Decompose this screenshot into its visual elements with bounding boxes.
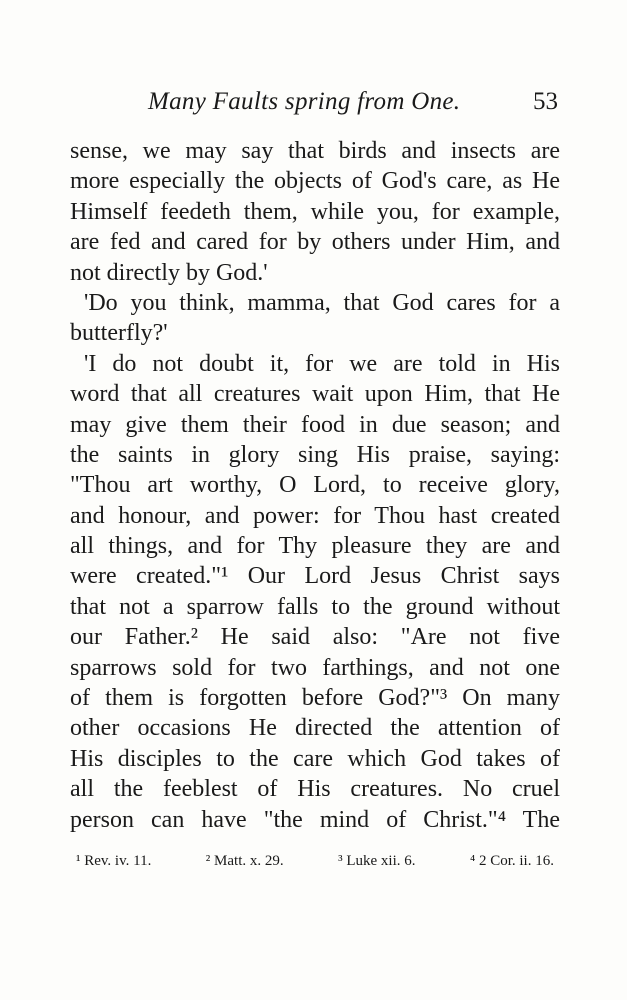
text-line: Himself feedeth them, while you, for example, <box>70 198 560 225</box>
text-line: "Thou art worthy, O Lord, to receive glory, <box>70 472 560 499</box>
text-line: other occasions He directed the attention of <box>70 715 560 742</box>
footnote: ⁴ 2 Cor. ii. 16. <box>469 853 554 869</box>
text-line: of them is forgotten before God?"³ On many <box>70 685 560 712</box>
text-line: are fed and cared for by others under Him, and <box>70 229 560 256</box>
text-line: person can have "the mind of Christ."⁴ The <box>70 806 560 833</box>
text-line: all the feeblest of His creatures. No cruel <box>70 776 560 803</box>
body-text <box>70 136 560 835</box>
text-line: may give them their food in due season; and <box>70 411 560 438</box>
running-title: Many Faults spring from One. <box>148 88 461 115</box>
text-line: more especially the objects of God's care, as He <box>70 168 560 195</box>
text-line: His disciples to the care which God takes of <box>70 745 560 772</box>
text-line: not directly by God.' <box>70 259 268 286</box>
text-line: word that all creatures wait upon Him, that He <box>70 381 560 408</box>
text-line: were created."¹ Our Lord Jesus Christ says <box>70 563 560 590</box>
text-line: the saints in glory sing His praise, saying: <box>70 441 560 468</box>
footnotes <box>76 850 554 872</box>
text-line: butterfly?' <box>70 320 168 347</box>
text-line: 'Do you think, mamma, that God cares for a <box>84 289 560 316</box>
text-line: all things, and for Thy pleasure they are and <box>70 533 560 560</box>
text-line: our Father.² He said also: "Are not five <box>70 624 560 651</box>
footnote: ¹ Rev. iv. 11. <box>76 853 152 869</box>
footnote: ³ Luke xii. 6. <box>338 853 416 869</box>
footnote: ² Matt. x. 29. <box>205 853 284 869</box>
page-number: 53 <box>533 88 558 115</box>
text-line: that not a sparrow falls to the ground without <box>70 593 560 620</box>
text-line: 'I do not doubt it, for we are told in His <box>84 350 560 377</box>
text-line: sparrows sold for two farthings, and not one <box>70 654 560 681</box>
text-line: and honour, and power: for Thou hast created <box>70 502 560 529</box>
running-header <box>70 84 560 124</box>
text-line: sense, we may say that birds and insects are <box>70 138 560 164</box>
